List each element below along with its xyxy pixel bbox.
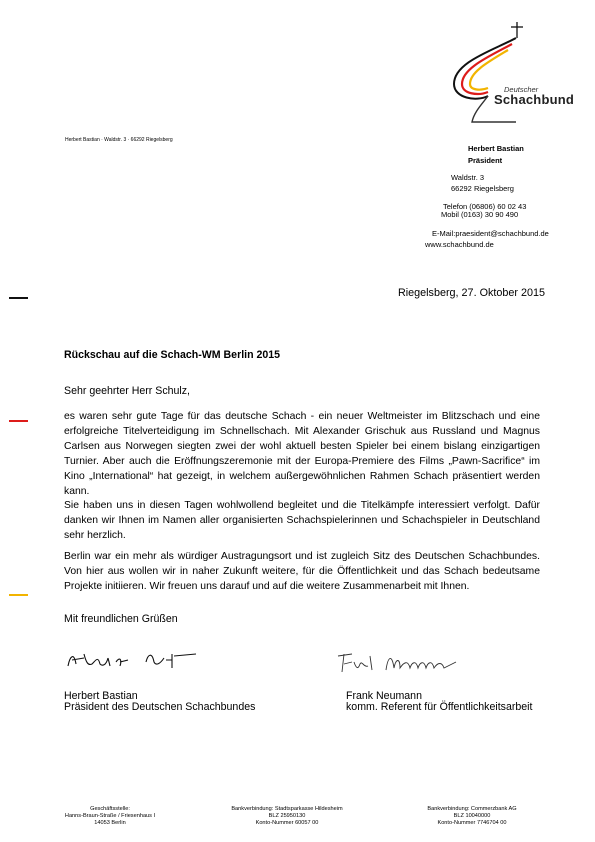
signatory-1-name: Herbert Bastian [64,690,138,702]
footer-bank-1 [222,806,352,828]
body-paragraph-3: Berlin war ein mehr als würdiger Austragungsort und ist zugleich Sitz des Deutschen Schachbundes. Von hier aus wollen wir in naher Zukunft weitere, für die Öffentlichkeit und das Schach bedeutsame Projekte initiieren. Wir freuen uns darauf und auf die weitere Zusammenarbeit mit Ihnen. [64,551,540,592]
signature-herbert-bastian [62,646,202,679]
fold-mark-black [9,297,28,299]
letter-date: Riegelsberg, 27. Oktober 2015 [397,287,545,299]
body-paragraph-1: es waren sehr gute Tage für das deutsche Schach - ein neuer Weltmeister im Blitzschach und eine erfolgreiche Titelverteidigung im Schnellschach. Mit Alexander Grischuk aus Russland und Magnus Carlsen aus Norwegen siegten zwei der wohl aktuell besten Spieler bei einem bislang einzigartigen Turnier. Aber auch die Eröffnungszeremonie mit der Europa-Premiere des Films „Pawn-Sacrifice“ im Kino „International“ hat gezeigt, in welchem außergewöhnlichen Rahmen Schach präsentiert werden kann. [64,411,540,497]
letterhead-title: Präsident [468,156,503,165]
letterhead-website: www.schachbund.de [425,240,494,249]
footer-bank-2 [412,806,532,828]
footer-office-line-2: Hanns-Braun-Straße / Friesenhaus I [64,813,156,820]
letter-closing: Mit freundlichen Grüßen [64,613,178,625]
fold-mark-red [9,420,28,422]
letterhead-phone: Telefon (06806) 60 02 43 [443,202,527,211]
letterhead-city: 66292 Riegelsberg [451,184,514,193]
footer-office-line-1: Geschäftsstelle: [90,806,130,812]
signatory-2-role: komm. Referent für Öffentlichkeitsarbeit [346,701,533,713]
fold-mark-gold [9,594,28,596]
footer-bank-1-line-1: Bankverbindung: Stadtsparkasse Hildesheim [231,806,343,812]
body-paragraph-2: Sie haben uns in diesen Tagen wohlwollend begleitet und die Titelkämpfe interessiert verfolgt. Dafür danken wir Ihnen im Namen aller organisierten Schachspielerinnen und Schachspieler in Deutschland sehr herzlich. [64,500,540,541]
letterhead-name: Herbert Bastian [468,144,524,153]
sender-return-line: Herbert Bastian · Waldstr. 3 · 66292 Riegelsberg [65,137,173,143]
signatory-1-role: Präsident des Deutschen Schachbundes [64,701,256,713]
logo-text-deutscher: Deutscher [504,85,539,94]
footer-office-line-3: 14053 Berlin [94,820,126,827]
letterhead-mobile: Mobil (0163) 30 90 490 [441,210,519,219]
footer-bank-2-line-3: Konto-Nummer 7746704 00 [437,820,507,827]
signature-frank-neumann [334,648,464,683]
letterhead-email: E-Mail:praesident@schachbund.de [432,229,549,238]
deutscher-schachbund-logo [446,18,575,130]
logo-swoosh-graphic [446,18,566,130]
letterhead-street: Waldstr. 3 [451,173,485,182]
footer-office [60,806,160,828]
footer-bank-2-line-1: Bankverbindung: Commerzbank AG [427,806,517,812]
footer-bank-1-line-3: Konto-Nummer 60057 00 [255,820,319,827]
letter-salutation: Sehr geehrter Herr Schulz, [64,385,191,397]
footer-bank-2-line-2: BLZ 10040000 [453,813,491,820]
footer-bank-1-line-2: BLZ 25950130 [268,813,306,820]
logo-text-schachbund: Schachbund [494,92,575,107]
letter-subject: Rückschau auf die Schach-WM Berlin 2015 [64,349,281,361]
signatory-2-name: Frank Neumann [346,690,422,702]
